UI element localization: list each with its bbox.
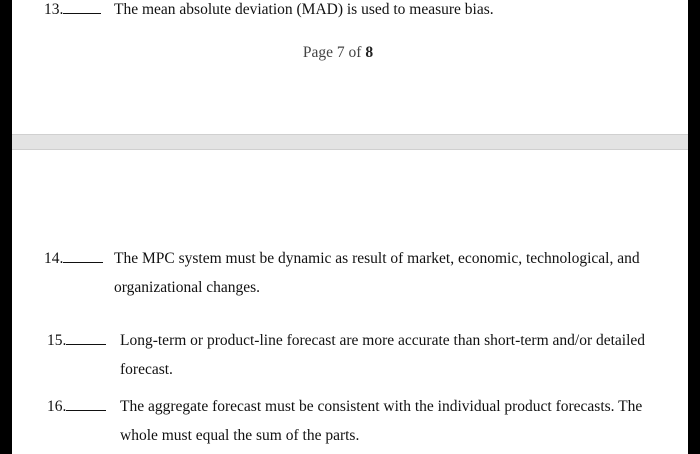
question-number <box>47 326 106 355</box>
question-number <box>44 244 103 273</box>
page-footer <box>12 44 664 62</box>
page-footer-prefix: Page <box>302 44 334 61</box>
page-7 <box>12 0 688 134</box>
answer-blank[interactable] <box>66 395 106 411</box>
question-number <box>44 0 101 24</box>
question-number-label: 14. <box>44 250 64 267</box>
answer-blank[interactable] <box>63 247 103 263</box>
question-text: The aggregate forecast must be consistent with the individual product forecasts. The whole must equal the sum of the parts. <box>120 398 643 444</box>
question-number-label: 15. <box>47 332 67 349</box>
page-footer-middle: of <box>348 44 362 61</box>
question-number-label: 16. <box>47 398 67 415</box>
question-number <box>47 392 106 421</box>
page-footer-current: 7 <box>336 44 345 61</box>
question-text: Long-term or product-line forecast are more accurate than short-term and/or detailed forecast. <box>120 332 646 378</box>
page-separator <box>12 134 688 150</box>
page-8 <box>12 150 688 454</box>
answer-blank[interactable] <box>66 329 106 345</box>
answer-blank[interactable] <box>63 0 101 14</box>
document-viewport <box>12 0 688 454</box>
question-text: The MPC system must be dynamic as result of market, economic, technological, and organizational changes. <box>114 250 640 296</box>
question-text: The mean absolute deviation (MAD) is used to measure bias. <box>114 1 494 18</box>
question-number-label: 13. <box>44 1 64 18</box>
page-footer-total: 8 <box>365 44 374 61</box>
